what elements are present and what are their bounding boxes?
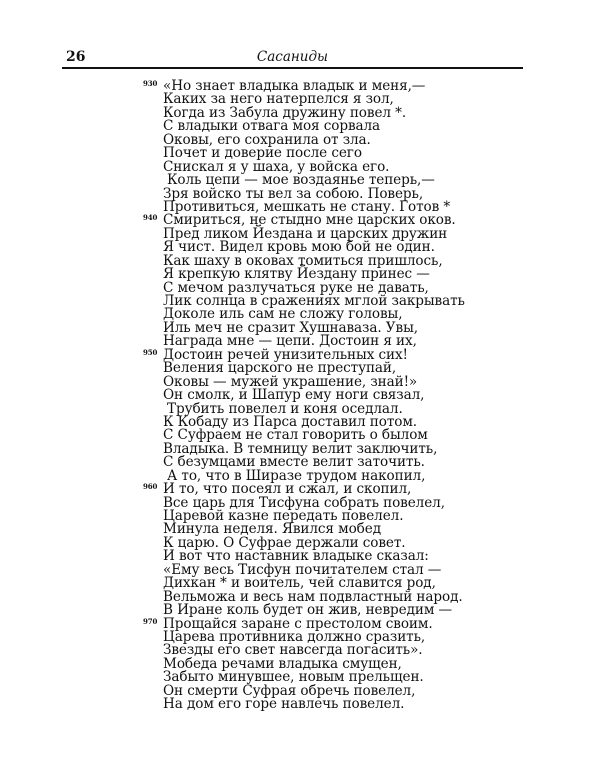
verse-text: Доколе иль сам не сложу головы, <box>163 306 403 323</box>
line-number: 960 <box>143 482 158 492</box>
verse-text: А то, что в Ширазе трудом накопил, <box>167 467 426 484</box>
verse-text: Снискал я у шаха, у войска его. <box>163 158 390 175</box>
verse-text: С владыки отвага моя сорвала <box>163 118 381 135</box>
verse-text: Оковы — мужей украшение, знай!» <box>163 373 418 390</box>
verse-text: Забыто минувшее, новым прельщен. <box>163 669 424 686</box>
verse-text: С безумцами вместе велит заточить. <box>163 454 425 471</box>
verse-text: Смириться, не стыдно мне царских оков. <box>163 212 456 229</box>
line-number: 940 <box>143 213 158 223</box>
verse-text: И то, что посеял и сжал, и скопил, <box>163 481 412 498</box>
verse-text: На дом его горе навлечь повелел. <box>163 696 405 713</box>
verse-text: Достоин речей унизительных сих! <box>163 346 408 363</box>
verse-text: Он смерти Суфрая обречь повелел, <box>163 682 416 699</box>
verse-text: Звезды его свет навсегда погасить». <box>163 642 423 659</box>
verse-text: Лик солнца в сражениях мглой закрывать <box>163 293 465 309</box>
verse-text: К царю. О Суфрае держали совет. <box>163 534 406 551</box>
verse-text: Награда мне — цепи. Достоин я их, <box>163 333 417 350</box>
verse-text: Минула неделя. Явился мобед <box>163 521 381 538</box>
verse-text: «Ему весь Тисфун почитателем стал — <box>163 561 442 578</box>
verse-text: Пред ликом Йездана и царских дружин <box>163 225 448 242</box>
verse-text: «Но знает владыка владык и меня,— <box>163 78 426 94</box>
verse-text: Вельможа и весь нам подвластный народ. <box>163 588 463 605</box>
verse-text: Как шаху в оковах томиться пришлось, <box>163 252 443 269</box>
verse-text: И вот что наставник владыке сказал: <box>163 548 429 565</box>
verse-text: С Суфраем не стал говорить о былом <box>163 427 428 444</box>
verse-text: Я крепкую клятву Йездану принес — <box>163 266 430 283</box>
verse-block <box>143 78 465 713</box>
page-number: 26 <box>66 49 86 65</box>
running-title: Сасаниды <box>256 49 329 65</box>
verse-text: Мобеда речами владыка смущен, <box>163 655 402 672</box>
verse-text: Иль меч не сразит Хушнаваза. Увы, <box>163 319 419 336</box>
verse-text: Владыка. В темницу велит заключить, <box>163 440 438 457</box>
verse-text: Прощайся заране с престолом своим. <box>163 615 433 632</box>
verse-text: К Кобаду из Парса доставил потом. <box>163 413 418 430</box>
line-number: 970 <box>143 616 158 626</box>
line-number: 950 <box>143 347 158 357</box>
verse-text: Противиться, мешкать не стану. Готов * <box>163 198 451 215</box>
verse-text: Почет и доверие после сего <box>163 145 362 162</box>
verse-text: С мечом разлучаться руке не давать, <box>163 279 429 296</box>
verse-text: Все царь для Тисфуна собрать повелел, <box>163 494 445 511</box>
verse-text: Царева противника должно сразить, <box>163 628 426 645</box>
verse-text: Когда из Забула дружину повел *. <box>163 104 407 121</box>
verse-text: Оковы, его сохранила от зла. <box>163 131 371 148</box>
verse-text: Царевой казне передать повелел. <box>163 508 404 524</box>
header-rule <box>62 67 523 69</box>
verse-text: Трубить повелел и коня оседлал. <box>167 400 403 417</box>
verse-text: Веления царского не преступай, <box>163 360 397 377</box>
verse-text: Зря войско ты вел за собою. Поверь, <box>163 185 424 202</box>
verse-text: Я чист. Видел кровь мою бой не один. <box>163 239 435 256</box>
verse-text: Он смолк, и Шапур ему ноги связал, <box>163 387 425 404</box>
verse-text: Каких за него натерпелся я зол, <box>163 91 394 108</box>
verse-line <box>163 698 465 711</box>
verse-text: Дихкан * и воитель, чей славится род, <box>163 575 436 592</box>
line-number: 930 <box>143 79 158 88</box>
verse-text: Коль цепи — мое воздаянье теперь,— <box>167 172 435 189</box>
verse-text: В Иране коль будет он жив, невредим — <box>163 602 453 619</box>
